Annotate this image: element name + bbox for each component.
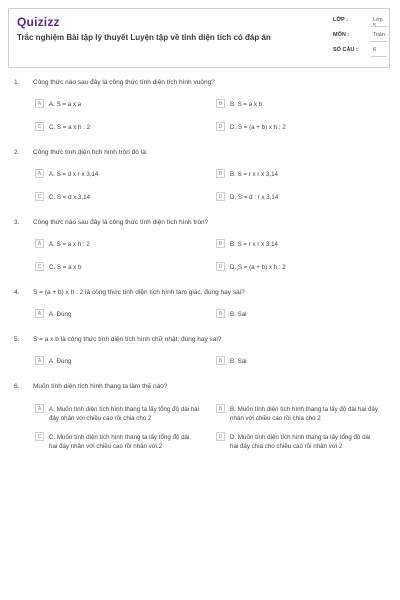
meta-underline (371, 56, 387, 57)
meta-label: MÔN : (333, 32, 350, 38)
option-text: D. S = d : r x 3,14 (230, 194, 279, 201)
option-text: C. Muốn tính diện tích hình thang ta lấy tổng độ dài hai đáy nhân với chiều cao rồi nhân với 2 (49, 434, 190, 450)
question-text: S = a x b là công thức tính diện tích hình chữ nhật, đúng hay sai? (33, 336, 222, 343)
option-letter-box: C (35, 192, 44, 201)
option-letter-box: C (35, 262, 44, 271)
option-text: A. S = d x r x 3,14 (49, 171, 99, 178)
question-number: 2. (14, 149, 20, 156)
option-letter-box: D (216, 122, 225, 131)
option-letter-box: C (35, 432, 44, 441)
option-text: A. Muốn tính diện tích hình thang ta lấy tổng độ dài hai đáy nhân với chiều cao rồi chia cho 2 (49, 406, 199, 422)
question-number: 5. (14, 336, 20, 343)
option-letter-box: C (35, 122, 44, 131)
option-text: C. S = d x 3,14 (49, 194, 91, 201)
option-letter-box: D (216, 192, 225, 201)
option-text: D. S = (a + b) x h : 2 (230, 264, 286, 271)
option-text: B. Muốn tính diện tích hình thang ta lấy độ dài hai đáy nhân với chiều cao rồi chia cho 2 (230, 406, 378, 422)
option-letter-box: D (216, 262, 225, 271)
worksheet-title: Trắc nghiệm Bài tập lý thuyết Luyện tập về tính diện tích có đáp án (17, 33, 271, 42)
option-text: A. S = a x h : 2 (49, 241, 90, 248)
meta-underline (371, 26, 387, 27)
meta-value: Lớp 5 (373, 17, 383, 29)
option-text: C. S = a x b (49, 264, 82, 271)
option-text: B. Sai (230, 311, 247, 318)
option-text: B. S = r x r x 3,14 (230, 241, 278, 248)
option-text: B. S = a x b (230, 101, 263, 108)
option-letter-box: B (216, 404, 225, 413)
meta-row-subject (333, 32, 387, 47)
meta-underline (371, 41, 387, 42)
option-letter-box: A (35, 356, 44, 365)
meta-row-class (333, 17, 387, 32)
meta-label: SỐ CÂU : (333, 47, 358, 53)
option-text: D. S = (a + b) x h : 2 (230, 124, 286, 131)
option-letter-box: A (35, 169, 44, 178)
option-text: C. S = a x h : 2 (49, 124, 91, 131)
question-number: 6. (14, 383, 20, 390)
meta-value: 6 (373, 47, 377, 53)
worksheet-header (8, 8, 390, 68)
option-text: A. Đúng (49, 311, 72, 318)
question-text: S = (a + b) x h : 2 là công thức tính diện tích hình tam giác, đúng hay sai? (33, 289, 245, 296)
option-text: A. Đúng (49, 358, 72, 365)
question-text: Công thức tính diện tích hình tròn đó là: (33, 149, 148, 156)
option-letter-box: B (216, 239, 225, 248)
question-number: 3. (14, 219, 20, 226)
meta-label: LỚP : (333, 17, 348, 23)
meta-row-count (333, 47, 387, 62)
question-text: Công thức nào sau đây là công thức tính diện tích hình vuông? (33, 79, 215, 86)
option-text: B. Sai (230, 358, 247, 365)
option-letter-box: B (216, 99, 225, 108)
option-text: B. S = r x r x 3,14 (230, 171, 278, 178)
option-letter-box: B (216, 169, 225, 178)
option-letter-box: B (216, 309, 225, 318)
option-text: A. S = a x a (49, 101, 82, 108)
worksheet-meta (333, 17, 387, 62)
option-letter-box: A (35, 404, 44, 413)
quizizz-logo: Quizizz (17, 15, 60, 29)
question-text: Muốn tính diện tích hình thang ta làm thế nào? (33, 383, 168, 390)
question-text: Công thức nào sau đây là công thức tính diện tích hình tròn? (33, 219, 209, 226)
option-letter-box: B (216, 356, 225, 365)
meta-value: Toán (373, 32, 385, 38)
option-letter-box: D (216, 432, 225, 441)
option-letter-box: A (35, 99, 44, 108)
option-text: D. Muốn tính diện tích hình thang ta lấy tổng độ dài hai đáy chia cho chiều cao rồi nhân với 2 (230, 434, 371, 450)
question-number: 1. (14, 79, 20, 86)
option-letter-box: A (35, 309, 44, 318)
question-number: 4. (14, 289, 20, 296)
option-letter-box: A (35, 239, 44, 248)
